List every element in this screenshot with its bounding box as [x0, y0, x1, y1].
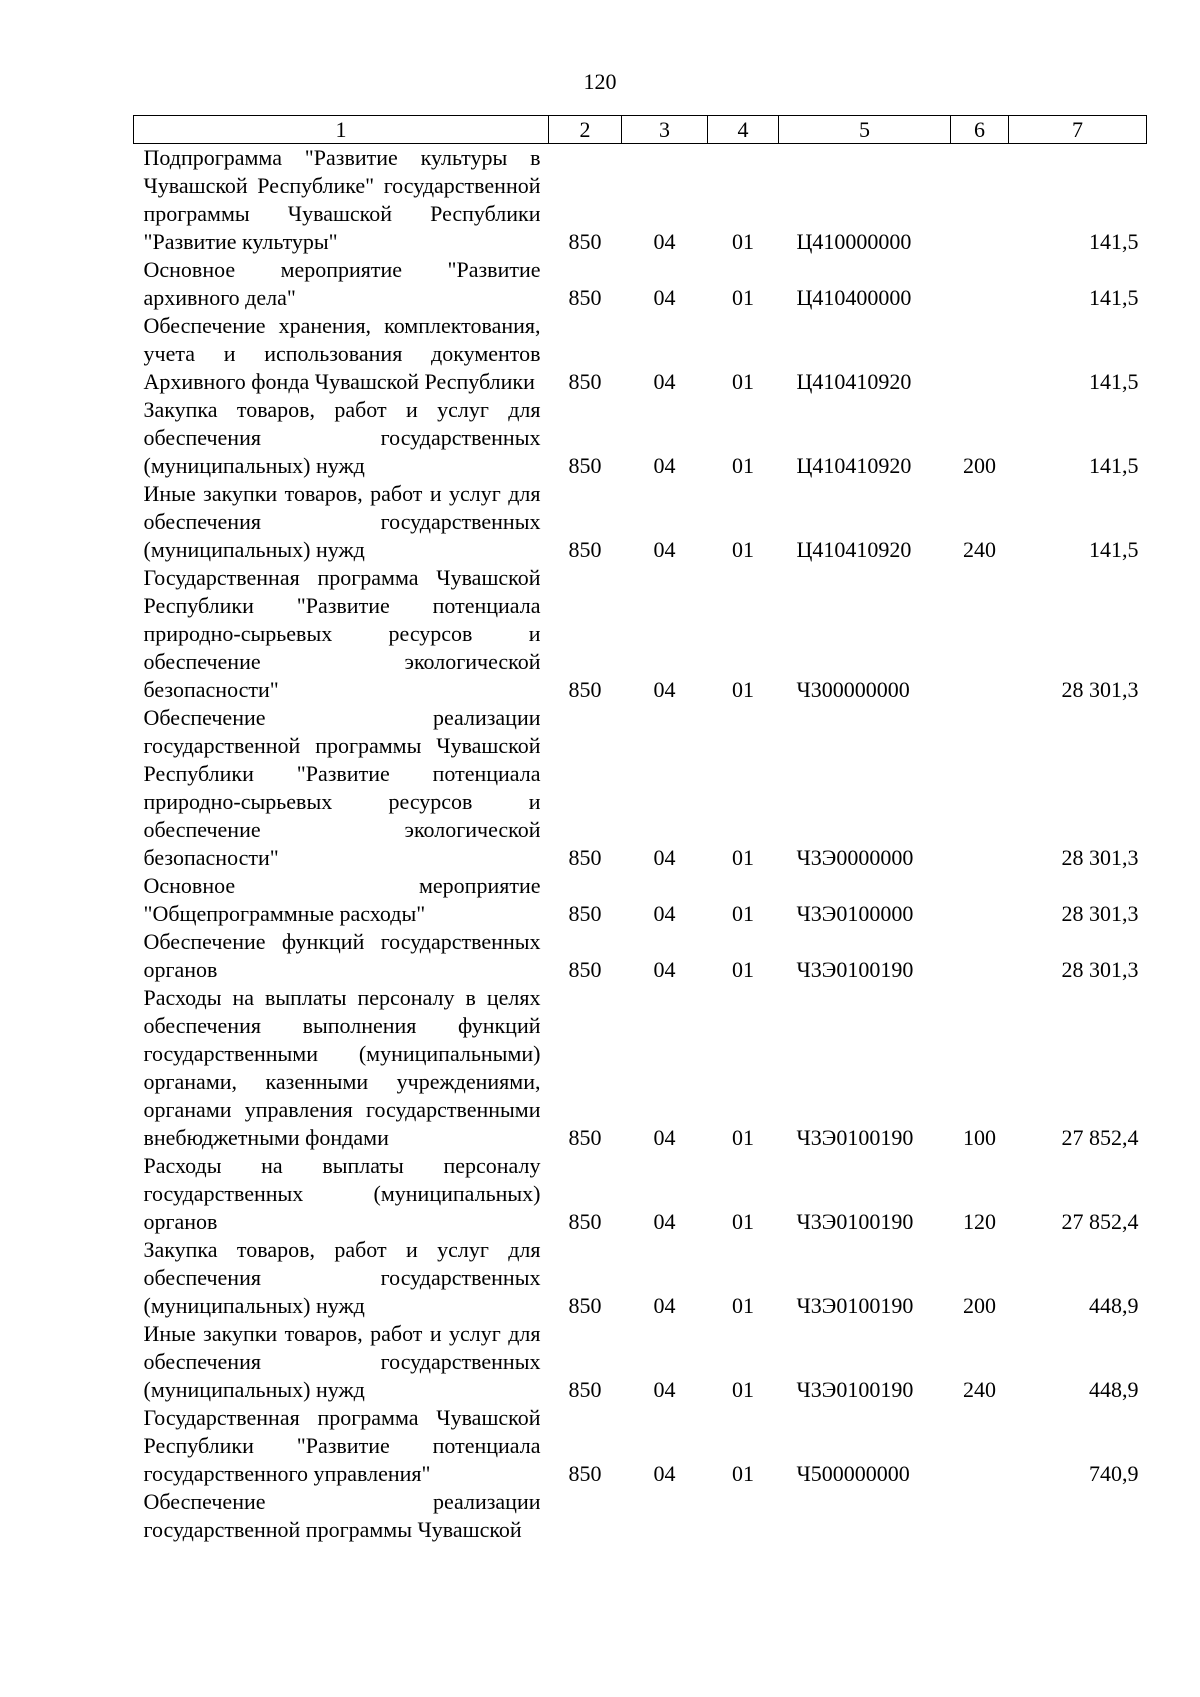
table-row	[134, 480, 1147, 564]
row-col-3: 04	[653, 285, 676, 310]
row-col-7: 740,9	[1089, 1461, 1139, 1486]
row-col-3: 04	[653, 901, 676, 926]
row-col-6	[951, 312, 1009, 396]
row-col-7: 448,9	[1089, 1377, 1139, 1402]
row-col-2: 850	[568, 1125, 602, 1150]
row-col-2: 850	[568, 453, 602, 478]
row-col-2: 850	[568, 229, 602, 254]
row-col-2: 850	[568, 1209, 602, 1234]
row-name: Иные закупки товаров, работ и услуг для обеспечения государственных (муниципальных) нужд	[143, 481, 541, 562]
row-col-3: 04	[653, 677, 676, 702]
row-name: Расходы на выплаты персоналу государственных (муниципальных) органов	[143, 1153, 541, 1234]
row-name: Государственная программа Чувашской Республики "Развитие потенциала государственного управления"	[143, 1405, 541, 1486]
table-row	[134, 984, 1147, 1152]
row-col-4: 01	[732, 229, 754, 254]
row-name: Иные закупки товаров, работ и услуг для обеспечения государственных (муниципальных) нужд	[143, 1321, 541, 1402]
row-col-2: 850	[568, 1293, 602, 1318]
row-col-2: 850	[568, 957, 602, 982]
row-name: Обеспечение реализации государственной программы Чувашской Республики "Развитие потенциала природно-сырьевых ресурсов и обеспечение экологической безопасности"	[143, 705, 541, 870]
row-col-4: 01	[732, 1209, 754, 1234]
row-col-7: 28 301,3	[1061, 901, 1139, 926]
row-col-7: 141,5	[1089, 285, 1139, 310]
row-col-2: 850	[568, 901, 602, 926]
row-col-7: 28 301,3	[1061, 957, 1139, 982]
header-col-2: 2	[549, 116, 622, 144]
row-col-6	[951, 1404, 1009, 1488]
row-name: Основное мероприятие "Развитие архивного дела"	[143, 257, 541, 310]
row-col-7: 141,5	[1089, 537, 1139, 562]
row-col-7: 141,5	[1089, 229, 1139, 254]
row-col-4: 01	[732, 845, 754, 870]
row-name: Расходы на выплаты персоналу в целях обеспечения выполнения функций государственными (муниципальными) органами, казенными учреждениями, органами управления государственными внебюджетными фондами	[143, 985, 541, 1150]
row-col-2	[549, 1488, 622, 1544]
row-col-5: Ц410410920	[796, 453, 912, 478]
table-row	[134, 872, 1147, 928]
header-col-5: 5	[779, 116, 951, 144]
row-col-7: 448,9	[1089, 1293, 1139, 1318]
row-col-7: 141,5	[1089, 453, 1139, 478]
row-name: Обеспечение хранения, комплектования, учета и использования документов Архивного фонда Чувашской Республики	[143, 313, 541, 394]
row-name: Государственная программа Чувашской Республики "Развитие потенциала природно-сырьевых ресурсов и обеспечение экологической безопасности"	[143, 565, 541, 702]
row-col-6	[951, 872, 1009, 928]
row-col-6	[951, 1488, 1009, 1544]
row-col-5: Ц410410920	[796, 537, 912, 562]
table-row	[134, 704, 1147, 872]
row-col-6	[951, 704, 1009, 872]
row-col-6: 200	[963, 453, 996, 478]
table-row	[134, 1488, 1147, 1544]
row-col-2: 850	[568, 1461, 602, 1486]
row-col-2: 850	[568, 537, 602, 562]
row-name: Основное мероприятие "Общепрограммные расходы"	[143, 873, 541, 926]
row-col-2: 850	[568, 285, 602, 310]
table-row	[134, 1236, 1147, 1320]
row-col-5: Ч3Э0100190	[796, 957, 914, 982]
row-col-4: 01	[732, 901, 754, 926]
row-col-6: 240	[963, 1377, 996, 1402]
row-col-5: Ц410400000	[796, 285, 912, 310]
table-header-row	[134, 116, 1147, 144]
row-col-3: 04	[653, 537, 676, 562]
row-name: Обеспечение реализации государственной программы Чувашской	[143, 1489, 541, 1542]
row-col-5: Ч3Э0100190	[796, 1293, 914, 1318]
row-col-2: 850	[568, 1377, 602, 1402]
row-name: Закупка товаров, работ и услуг для обеспечения государственных (муниципальных) нужд	[143, 397, 541, 478]
row-col-5: Ч300000000	[796, 677, 910, 702]
header-col-1: 1	[134, 116, 549, 144]
row-col-4: 01	[732, 285, 754, 310]
table-row	[134, 564, 1147, 704]
row-col-6	[951, 928, 1009, 984]
table-row	[134, 312, 1147, 396]
row-col-7: 27 852,4	[1061, 1125, 1139, 1150]
table-row	[134, 396, 1147, 480]
row-col-6: 240	[963, 537, 996, 562]
row-col-7	[1009, 1488, 1147, 1544]
row-col-4: 01	[732, 369, 754, 394]
page-number: 120	[583, 69, 617, 94]
row-col-4: 01	[732, 1125, 754, 1150]
row-col-7: 141,5	[1089, 369, 1139, 394]
row-col-2: 850	[568, 369, 602, 394]
row-col-7: 27 852,4	[1061, 1209, 1139, 1234]
row-col-6: 100	[963, 1125, 996, 1150]
row-col-4: 01	[732, 677, 754, 702]
row-col-4: 01	[732, 1377, 754, 1402]
row-col-2: 850	[568, 845, 602, 870]
table-row	[134, 256, 1147, 312]
row-col-6	[951, 144, 1009, 257]
row-col-3: 04	[653, 845, 676, 870]
row-col-6: 200	[963, 1293, 996, 1318]
table-row	[134, 1152, 1147, 1236]
row-col-5: Ч500000000	[796, 1461, 910, 1486]
row-col-3: 04	[653, 1461, 676, 1486]
row-col-5: Ч3Э0000000	[796, 845, 914, 870]
header-col-6: 6	[951, 116, 1009, 144]
row-col-5	[779, 1488, 951, 1544]
header-col-3: 3	[622, 116, 708, 144]
row-col-4: 01	[732, 453, 754, 478]
row-col-7: 28 301,3	[1061, 845, 1139, 870]
row-col-4: 01	[732, 537, 754, 562]
row-col-3: 04	[653, 1125, 676, 1150]
table-row	[134, 928, 1147, 984]
header-col-4: 4	[708, 116, 779, 144]
row-col-6: 120	[963, 1209, 996, 1234]
row-col-3: 04	[653, 1377, 676, 1402]
row-col-3: 04	[653, 1293, 676, 1318]
row-col-3: 04	[653, 957, 676, 982]
row-name: Закупка товаров, работ и услуг для обеспечения государственных (муниципальных) нужд	[143, 1237, 541, 1318]
table-row	[134, 144, 1147, 257]
row-col-3: 04	[653, 229, 676, 254]
row-col-4: 01	[732, 1293, 754, 1318]
row-col-2: 850	[568, 677, 602, 702]
row-col-5: Ч3Э0100190	[796, 1209, 914, 1234]
row-name: Обеспечение функций государственных органов	[143, 929, 541, 982]
row-col-6	[951, 256, 1009, 312]
row-name: Подпрограмма "Развитие культуры в Чувашской Республике" государственной программы Чувашской Республики "Развитие культуры"	[143, 145, 541, 254]
row-col-6	[951, 564, 1009, 704]
row-col-3: 04	[653, 369, 676, 394]
header-col-7: 7	[1009, 116, 1147, 144]
budget-table	[133, 115, 1147, 1544]
row-col-4	[708, 1488, 779, 1544]
table-row	[134, 1320, 1147, 1404]
row-col-5: Ц410000000	[796, 229, 912, 254]
row-col-3	[622, 1488, 708, 1544]
row-col-7: 28 301,3	[1061, 677, 1139, 702]
row-col-5: Ц410410920	[796, 369, 912, 394]
row-col-4: 01	[732, 957, 754, 982]
table-row	[134, 1404, 1147, 1488]
row-col-3: 04	[653, 453, 676, 478]
row-col-4: 01	[732, 1461, 754, 1486]
row-col-3: 04	[653, 1209, 676, 1234]
row-col-5: Ч3Э0100190	[796, 1125, 914, 1150]
row-col-5: Ч3Э0100000	[796, 901, 914, 926]
row-col-5: Ч3Э0100190	[796, 1377, 914, 1402]
